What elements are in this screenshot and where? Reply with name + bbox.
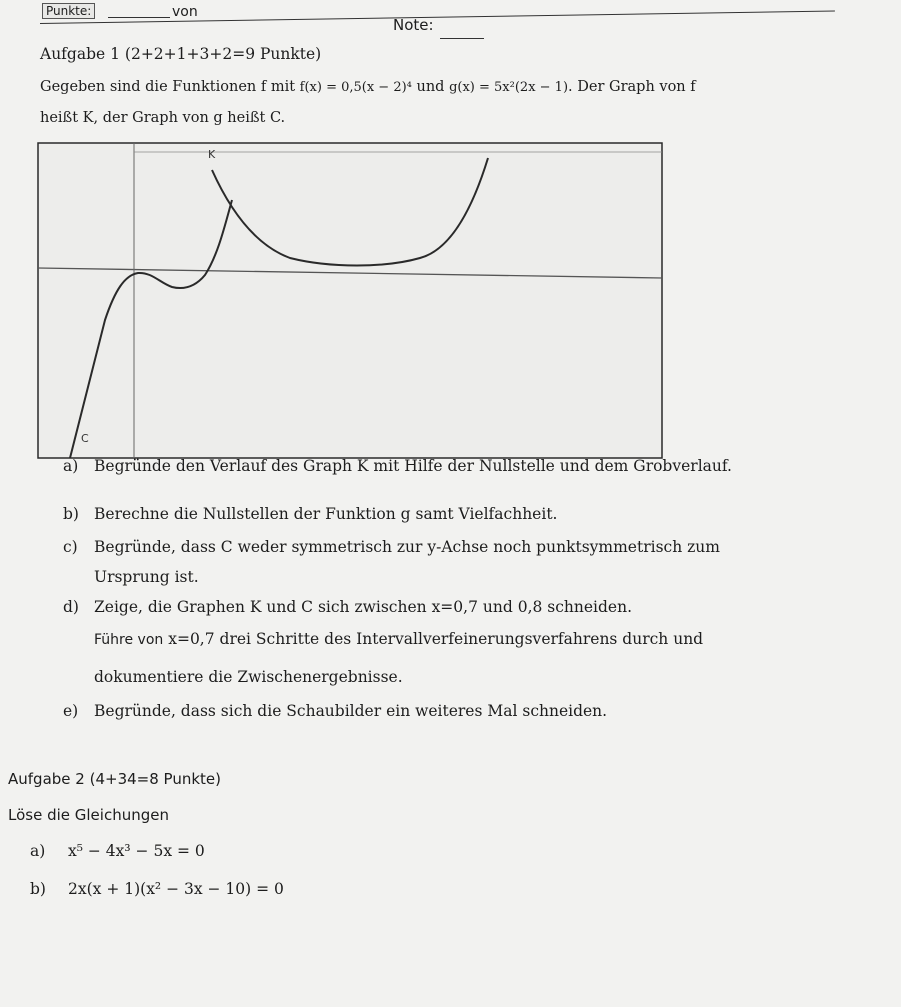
task-d-label: d): [63, 598, 79, 616]
aufgabe1-points: (2+2+1+3+2=9 Punkte): [124, 45, 322, 63]
f-definition: f(x) = 0,5(x − 2)⁴: [299, 80, 412, 95]
task-c-label: c): [63, 538, 78, 556]
task-d-line2-suffix: drei Schritte des Intervallverfeinerungsverfahrens durch und: [219, 630, 704, 648]
task-b-label: b): [63, 505, 79, 523]
task-d-line2-prefix: Führe von: [94, 632, 164, 648]
intro-prefix: Gegeben sind die Funktionen f mit: [40, 79, 296, 95]
equation-a-expression: x⁵ − 4x³ − 5x = 0: [68, 842, 205, 860]
task-e: [63, 702, 607, 720]
punkte-label: Punkte:: [42, 3, 95, 19]
task-b: [63, 505, 557, 523]
aufgabe2-points: (4+34=8 Punkte): [89, 770, 221, 788]
g-definition: g(x) = 5x²(2x − 1): [449, 80, 569, 95]
aufgabe2-title-text: Aufgabe 2: [8, 770, 85, 788]
aufgabe2-intro: Löse die Gleichungen: [8, 806, 169, 824]
intro-und: und: [416, 79, 445, 95]
intro-suffix: . Der Graph von f: [568, 79, 696, 95]
graph-label-k: K: [208, 148, 216, 161]
task-a-text: Begründe den Verlauf des Graph K mit Hilfe der Nullstelle und dem Grobverlauf.: [94, 457, 732, 475]
task-d: [63, 598, 632, 616]
task-d-line3: dokumentiere die Zwischenergebnisse.: [94, 668, 403, 686]
task-d-x-value: x=0,7: [431, 598, 478, 616]
equation-b-label: b): [30, 880, 46, 898]
equation-b-expression: 2x(x + 1)(x² − 3x − 10) = 0: [68, 880, 284, 898]
task-e-label: e): [63, 702, 79, 720]
graph-frame: [38, 143, 662, 458]
equation-a-label: a): [30, 842, 46, 860]
aufgabe1-title-text: Aufgabe 1: [40, 45, 120, 63]
function-graph: [0, 0, 901, 470]
task-d-text-prefix: Zeige, die Graphen K und C sich zwischen: [94, 598, 427, 616]
von-label: von: [172, 4, 198, 20]
task-c: [63, 538, 720, 556]
graph-label-c: C: [81, 432, 89, 445]
equation-a: [30, 842, 205, 860]
task-a-label: a): [63, 457, 79, 475]
task-d-line2: [94, 630, 703, 648]
equation-b: [30, 880, 284, 898]
task-d-text-suffix: und 0,8 schneiden.: [482, 598, 633, 616]
task-e-text: Begründe, dass sich die Schaubilder ein weiteres Mal schneiden.: [94, 702, 608, 720]
task-a: [63, 457, 732, 475]
task-d-line2-x: x=0,7: [168, 630, 215, 648]
aufgabe1-intro-line2: heißt K, der Graph von g heißt C.: [40, 110, 286, 126]
task-c-line2: Ursprung ist.: [94, 568, 199, 586]
task-c-text: Begründe, dass C weder symmetrisch zur y-Achse noch punktsymmetrisch zum: [94, 538, 720, 556]
note-label: Note:: [393, 16, 434, 34]
aufgabe2-title: [8, 770, 221, 788]
task-b-text: Berechne die Nullstellen der Funktion g samt Vielfachheit.: [94, 505, 558, 523]
